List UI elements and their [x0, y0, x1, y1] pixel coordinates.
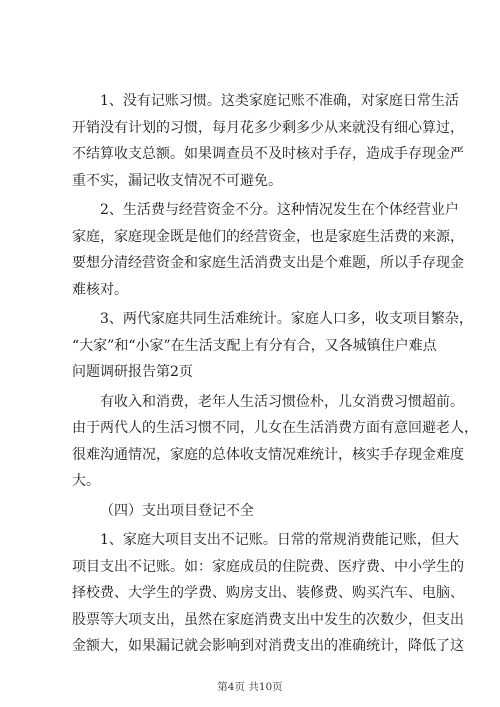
text-line: 大。	[72, 473, 100, 489]
text-line: 不结算收支总额。如果调查员不及时核对手存，造成手存现金严	[72, 146, 464, 162]
section-heading	[72, 498, 440, 525]
text-line: 难核对。	[72, 281, 128, 298]
text-line: 开销没有计划的习惯，每月花多少剩多少从来就没有细心算过，	[72, 119, 464, 136]
text-line: 由于两代人的生活习惯不同，儿女在生活消费方面有意回避老人，	[72, 420, 478, 436]
text-line: 金额大，如果漏记就会影响到对消费支出的准确统计，降低了这	[72, 638, 464, 654]
text-line: 问题调研报告第2页	[72, 364, 193, 380]
text-line: 择校费、大学生的学费、购房支出、装修费、购买汽车、电脑、	[72, 585, 464, 601]
page-footer	[0, 680, 500, 694]
text-line: 3、两代家庭共同生活难统计。家庭人口多，收支项目繁杂，	[100, 311, 473, 327]
text-line: 有收入和消费，老年人生活习惯俭朴，儿女消费习惯超前。	[100, 393, 464, 410]
text-line: 要想分清经营资金和家庭生活消费支出是个难题，所以手存现金	[72, 255, 464, 271]
document-body	[72, 88, 478, 663]
text-line: 2、生活费与经营资金不分。这种情况发生在个体经营业户	[100, 202, 459, 218]
text-line: 股票等大项支出，虽然在家庭消费支出中发生的次数少，但支出	[72, 611, 464, 628]
paragraph-two-generation-households	[72, 306, 473, 386]
paragraph-continuation	[72, 389, 478, 495]
paragraph-living-vs-business-funds	[72, 197, 464, 303]
text-line: 项目支出不记账。如：家庭成员的住院费、医疗费、中小学生的	[72, 558, 464, 575]
text-line: 1、没有记账习惯。这类家庭记账不准确，对家庭日常生活	[100, 93, 459, 109]
text-line: 家庭，家庭现金既是他们的经营资金，也是家庭生活费的来源，	[72, 228, 464, 245]
page-number-label: 第4页 共10页	[217, 681, 283, 693]
paragraph-no-bookkeeping-habit	[72, 88, 464, 194]
text-line: “大家”和“小家”在生活支配上有分有合，又各城镇住户难点	[72, 337, 437, 354]
text-line: 很难沟通情况，家庭的总体收支情况难统计，核实手存现金难度	[72, 446, 464, 463]
text-line: 1、家庭大项目支出不记账。日常的常规消费能记账，但大	[100, 532, 459, 548]
section-heading-text: （四）支出项目登记不全	[100, 502, 254, 519]
paragraph-large-items-not-recorded	[72, 527, 464, 660]
text-line: 重不实，漏记收支情况不可避免。	[72, 172, 282, 189]
